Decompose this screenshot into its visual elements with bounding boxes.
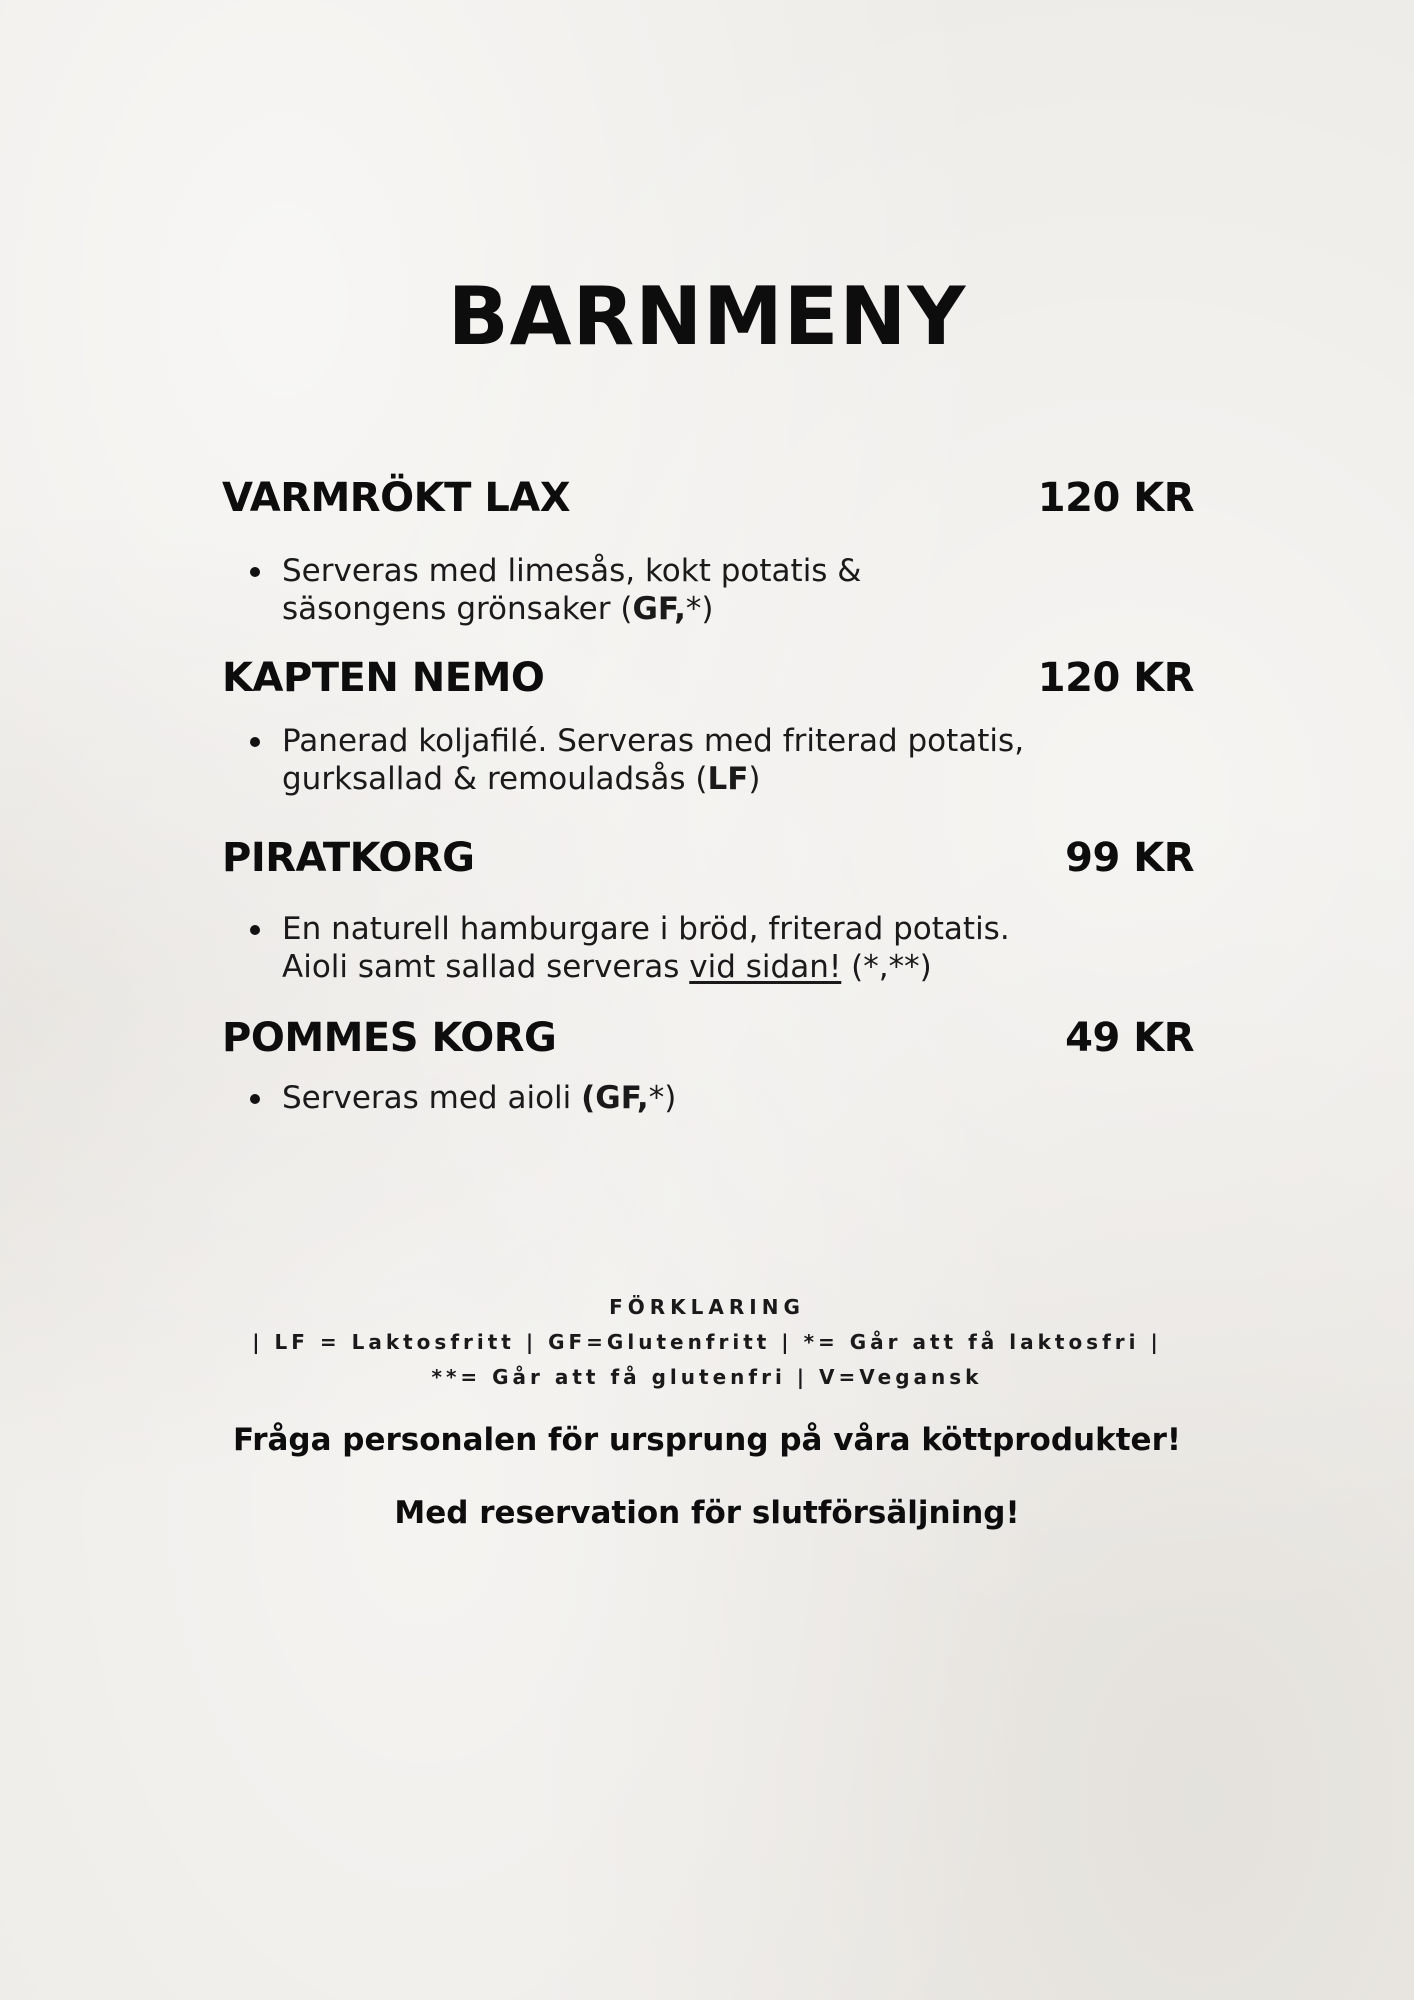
bullet-icon (250, 1094, 260, 1104)
description-text: gurksallad & remouladsås ( (282, 761, 708, 797)
bullet-icon (250, 925, 260, 935)
description-line (282, 590, 1194, 628)
menu-item-description (222, 910, 1194, 986)
origin-note: Fråga personalen för ursprung på våra köttprodukter! (233, 1422, 1181, 1458)
description-text: säsongens grönsaker ( (282, 591, 633, 627)
dietary-tag: LF (707, 761, 749, 797)
menu-item-price: 99 KR (1065, 835, 1194, 881)
description-line: Panerad koljafilé. Serveras med friterad potatis, (282, 723, 1025, 759)
menu-item-varmrokt-lax (222, 475, 1194, 628)
bullet-icon (250, 737, 260, 747)
menu-item-pommes-korg (222, 1015, 1194, 1117)
reservation-note: Med reservation för slutförsäljning! (394, 1495, 1020, 1531)
description-line: En naturell hamburgare i bröd, friterad potatis. (282, 911, 1010, 947)
menu-item-price: 49 KR (1065, 1015, 1194, 1061)
description-text: Serveras med aioli (282, 1080, 582, 1116)
description-text: *) (685, 591, 714, 627)
dietary-tag: (GF, (581, 1080, 649, 1116)
legend-heading: FÖRKLARING (609, 1295, 805, 1319)
menu-item-description (222, 552, 1194, 628)
description-line: Serveras med limesås, kokt potatis & (282, 553, 862, 589)
description-line (282, 760, 1194, 798)
menu-item-name: KAPTEN NEMO (222, 655, 545, 701)
description-line (282, 948, 1194, 986)
bullet-icon (250, 567, 260, 577)
menu-item-header (222, 655, 1194, 715)
menu-item-price: 120 KR (1037, 475, 1194, 521)
underlined-note: vid sidan! (689, 949, 842, 985)
description-text: *) (648, 1080, 677, 1116)
menu-item-description (222, 722, 1194, 798)
menu-item-description (222, 1079, 1194, 1117)
legend-line: **= Går att få glutenfri | V=Vegansk (431, 1365, 983, 1389)
description-text: ) (748, 761, 761, 797)
menu-item-header (222, 475, 1194, 535)
menu-item-kapten-nemo (222, 655, 1194, 798)
menu-item-price: 120 KR (1037, 655, 1194, 701)
menu-item-header (222, 1015, 1194, 1075)
menu-item-name: VARMRÖKT LAX (222, 475, 571, 521)
description-text: (*,**) (841, 949, 932, 985)
menu-item-header (222, 835, 1194, 895)
menu-item-name: POMMES KORG (222, 1015, 557, 1061)
legend-line: | LF = Laktosfritt | GF=Glutenfritt | *= Går att få laktosfri | (252, 1330, 1162, 1354)
menu-title: BARNMENY (447, 270, 967, 363)
menu-item-piratkorg (222, 835, 1194, 986)
description-text: Aioli samt sallad serveras (282, 949, 690, 985)
dietary-tag: GF, (632, 591, 686, 627)
description-line (282, 1079, 1194, 1117)
menu-item-name: PIRATKORG (222, 835, 475, 881)
